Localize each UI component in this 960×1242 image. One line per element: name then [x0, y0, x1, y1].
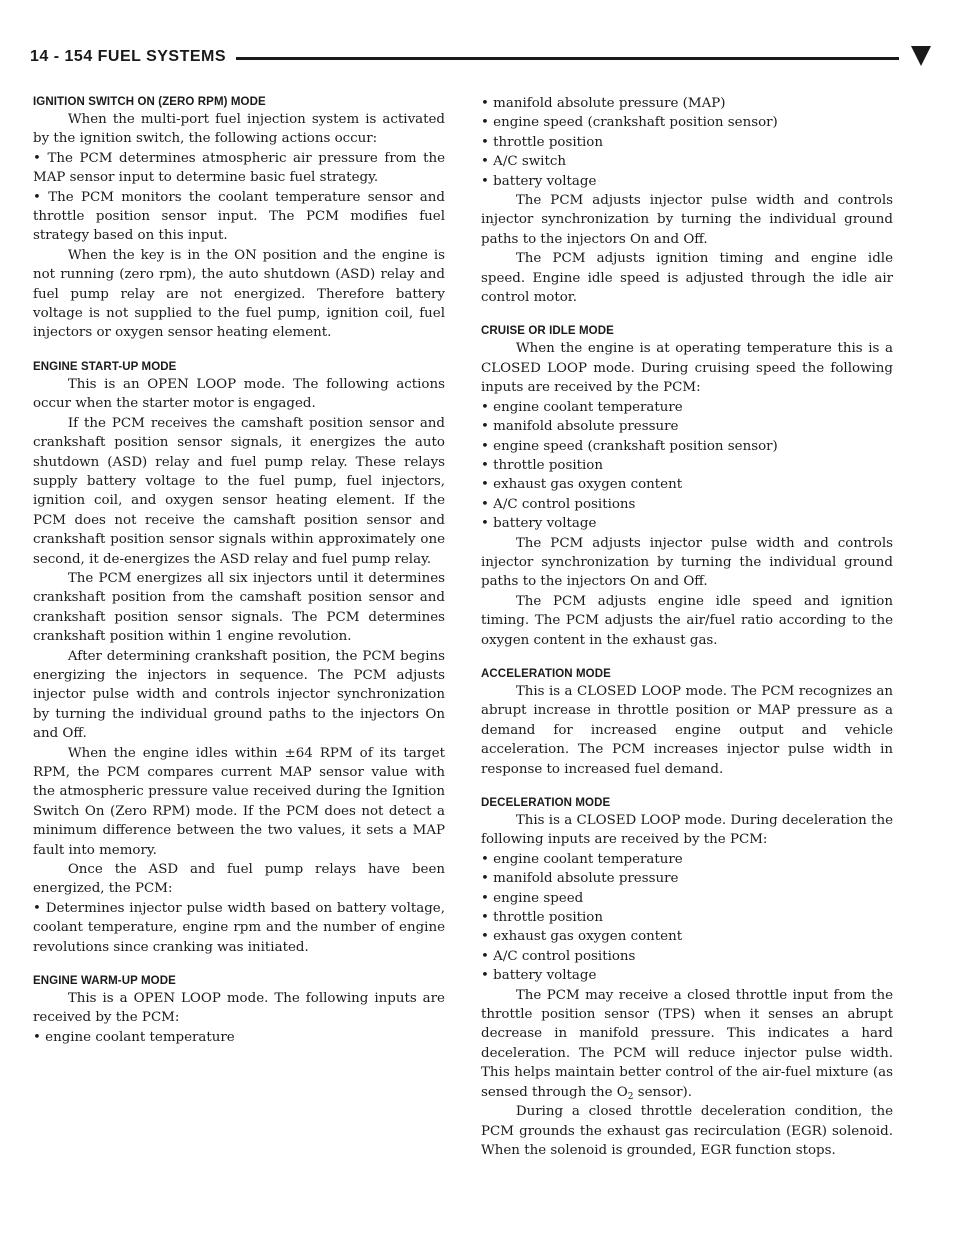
bullet-item: • battery voltage	[481, 514, 893, 533]
section-heading: CRUISE OR IDLE MODE	[481, 325, 614, 338]
bullet-item: • battery voltage	[481, 172, 893, 191]
right-column	[481, 94, 893, 1160]
section-heading: IGNITION SWITCH ON (ZERO RPM) MODE	[33, 96, 266, 108]
bullet-item: • A/C control positions	[481, 947, 893, 966]
paragraph: The PCM adjusts injector pulse width and controls injector synchronization by turning the individual ground paths to the injectors On and Off.	[481, 193, 893, 247]
bullet-item: • The PCM determines atmospheric air pressure from the MAP sensor input to determine basic fuel strategy.	[33, 149, 445, 188]
paragraph-text: sensor).	[633, 1084, 692, 1100]
paragraph: When the key is in the ON position and the engine is not running (zero rpm), the auto shutdown (ASD) relay and fuel pump relay are not energized. Therefore battery voltage is not supplied to the fuel pump, ignition coil, fuel injectors or oxygen sensor heating element.	[33, 247, 445, 341]
section-heading: ENGINE WARM-UP MODE	[33, 975, 176, 988]
bullet-item: • A/C switch	[481, 152, 893, 171]
bullet-item: • engine speed (crankshaft position sensor)	[481, 113, 893, 132]
page-label: 14 - 154 FUEL SYSTEMS	[30, 48, 236, 66]
bullet-item: • battery voltage	[481, 966, 893, 985]
paragraph-text: The PCM may receive a closed throttle input from the throttle position sensor (TPS) when it senses an abrupt decrease in manifold pressure. This indicates a hard deceleration. The PCM will reduce injector pulse width. This helps maintain better control of the air-fuel mixture (as sensed through the O	[481, 987, 893, 1100]
bullet-item: • manifold absolute pressure	[481, 869, 893, 888]
paragraph: The PCM adjusts ignition timing and engine idle speed. Engine idle speed is adjusted through the idle air control motor.	[481, 251, 893, 306]
bullet-item: • manifold absolute pressure	[481, 417, 893, 436]
bullet-item: • manifold absolute pressure (MAP)	[481, 94, 893, 113]
paragraph: This is a CLOSED LOOP mode. During deceleration the following inputs are received by the PCM:	[481, 813, 893, 848]
down-triangle-icon	[911, 46, 931, 66]
section-heading: DECELERATION MODE	[481, 797, 611, 809]
bullet-item: • exhaust gas oxygen content	[481, 927, 893, 946]
paragraph: The PCM adjusts engine idle speed and ignition timing. The PCM adjusts the air/fuel ratio according to the oxygen content in the exhaust gas.	[481, 593, 893, 648]
bullet-item: • engine coolant temperature	[481, 398, 893, 417]
paragraph: Once the ASD and fuel pump relays have been energized, the PCM:	[33, 862, 445, 897]
paragraph: During a closed throttle deceleration condition, the PCM grounds the exhaust gas recirculation (EGR) solenoid. When the solenoid is grounded, EGR function stops.	[481, 1104, 893, 1158]
bullet-item: • throttle position	[481, 908, 893, 927]
bullet-item: • Determines injector pulse width based on battery voltage, coolant temperature, engine rpm and the number of engine revolutions since cranking was initiated.	[33, 899, 445, 957]
paragraph: When the engine is at operating temperature this is a CLOSED LOOP mode. During cruising speed the following inputs are received by the PCM:	[481, 341, 893, 396]
bullet-item: • throttle position	[481, 456, 893, 475]
bullet-item: • engine coolant temperature	[33, 1028, 445, 1047]
paragraph: This is an OPEN LOOP mode. The following actions occur when the starter motor is engaged.	[33, 376, 445, 412]
paragraph: When the engine idles within ±64 RPM of its target RPM, the PCM compares current MAP sensor value with the atmospheric pressure value received during the Ignition Switch On (Zero RPM) mode. If the PCM does not detect a minimum difference between the two values, it sets a MAP fault into memory.	[33, 745, 445, 858]
bullet-item: • engine speed (crankshaft position sensor)	[481, 437, 893, 456]
paragraph: When the multi-port fuel injection system is activated by the ignition switch, the following actions occur:	[33, 112, 445, 147]
section-heading: ACCELERATION MODE	[481, 667, 611, 680]
paragraph: The PCM energizes all six injectors until it determines crankshaft position from the camshaft position sensor and crankshaft position sensor signals. The PCM determines crankshaft position within 1 engine revolution.	[33, 570, 445, 645]
paragraph: The PCM adjusts injector pulse width and controls injector synchronization by turning the individual ground paths to the injectors On and Off.	[481, 535, 893, 590]
bullet-item: • A/C control positions	[481, 495, 893, 514]
paragraph	[481, 986, 893, 1102]
bullet-item: • throttle position	[481, 133, 893, 152]
bullet-item: • The PCM monitors the coolant temperature sensor and throttle position sensor input. The PCM modifies fuel strategy based on this input.	[33, 188, 445, 246]
paragraph: This is a OPEN LOOP mode. The following inputs are received by the PCM:	[33, 991, 445, 1026]
subscript: 2	[627, 1091, 634, 1102]
header-rule	[180, 57, 899, 60]
page-header	[30, 44, 935, 76]
bullet-item: • engine speed	[481, 889, 893, 908]
paragraph: After determining crankshaft position, the PCM begins energizing the injectors in sequence. The PCM adjusts injector pulse width and controls injector synchronization by turning the individual ground paths to the injectors On and Off.	[33, 648, 445, 742]
section-heading: ENGINE START-UP MODE	[33, 360, 177, 373]
paragraph: If the PCM receives the camshaft position sensor and crankshaft position sensor signals, it energizes the auto shutdown (ASD) relay and fuel pump relay. These relays supply battery voltage to the fuel pump, fuel injectors, ignition coil, and oxygen sensor heating element. If the PCM does not receive the camshaft position sensor and crankshaft position sensor signals within approximately one second, it de-energizes the ASD relay and fuel pump relay.	[33, 415, 445, 567]
bullet-item: • engine coolant temperature	[481, 850, 893, 869]
bullet-item: • exhaust gas oxygen content	[481, 475, 893, 494]
paragraph: This is a CLOSED LOOP mode. The PCM recognizes an abrupt increase in throttle position or MAP pressure as a demand for increased engine output and vehicle acceleration. The PCM increases injector pulse width in response to increased fuel demand.	[481, 683, 893, 777]
left-column	[33, 94, 445, 1047]
